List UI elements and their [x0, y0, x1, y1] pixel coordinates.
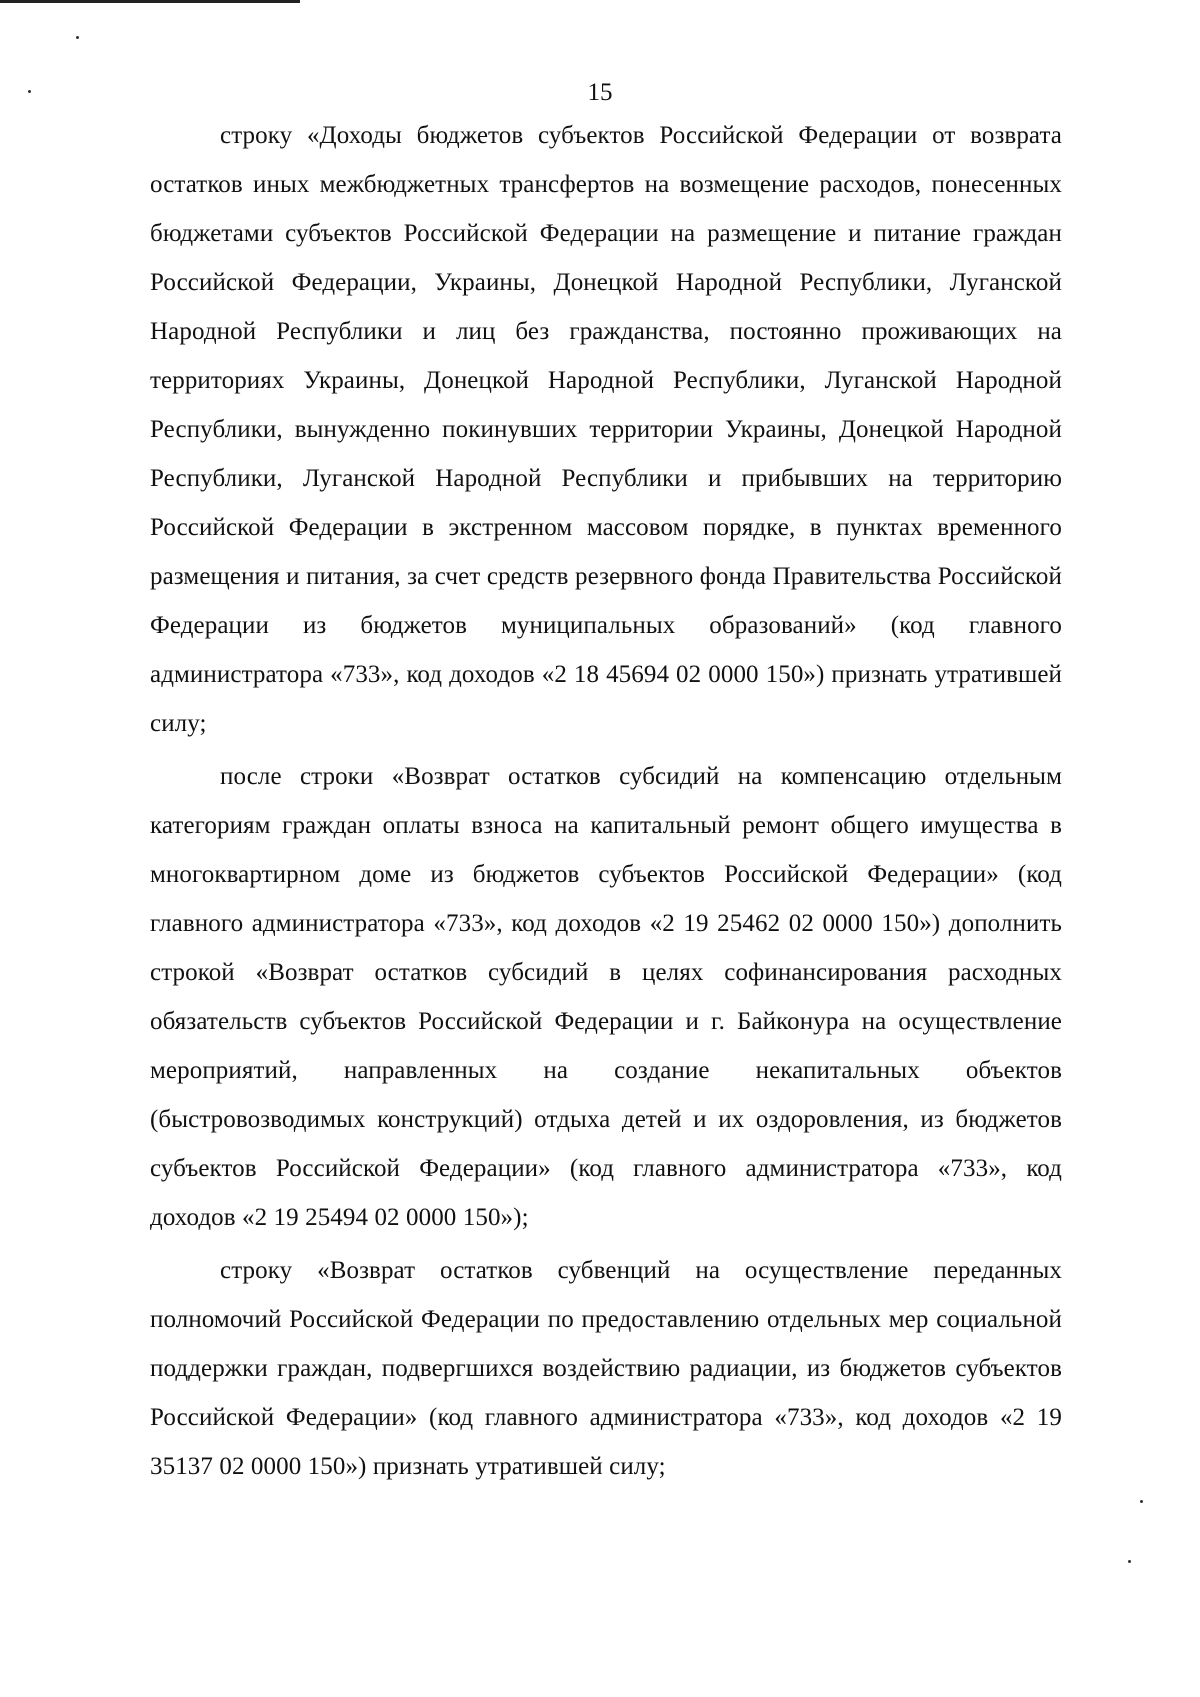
scan-edge-artifact [0, 0, 300, 3]
paragraph-subvention-return-line: строку «Возврат остатков субвенций на осуществление переданных полномочий Российской Федерации по предоставлению отдельных мер социальной поддержки граждан, подвергшихся воздействию радиации, из бюджетов субъектов Российской Федерации» (код главного администратора «733», код доходов «2 19 35137 02 0000 150») признать утратившей силу; [150, 1257, 1062, 1480]
paragraph-revenue-line: строку «Доходы бюджетов субъектов Российской Федерации от возврата остатков иных межбюджетных трансфертов на возмещение расходов, понесенных бюджетами субъектов Российской Федерации на размещение и питание граждан Российской Федерации, Украины, Донецкой Народной Республики, Луганской Народной Республики и лиц без гражданства, постоянно проживающих на территориях Украины, Донецкой Народной Республики, Луганской Народной Республики, вынужденно покинувших территории Украины, Донецкой Народной Республики, Луганской Народной Республики и прибывших на территорию Российской Федерации в экстренном массовом порядке, в пунктах временного размещения и питания, за счет средств резервного фонда Правительства Российской Федерации из бюджетов муниципальных образований» (код главного администратора «733», код доходов «2 18 45694 02 0000 150») признать утратившей силу; [150, 122, 1062, 737]
scan-speck [1140, 1500, 1143, 1503]
scan-speck [1128, 1560, 1131, 1563]
scan-speck [76, 36, 79, 39]
page-number: 15 [587, 79, 613, 106]
document-body [150, 111, 1062, 1491]
paragraph-subsidy-return-line: после строки «Возврат остатков субсидий на компенсацию отдельным категориям граждан оплаты взноса на капитальный ремонт общего имущества в многоквартирном доме из бюджетов субъектов Российской Федерации» (код главного администратора «733», код доходов «2 19 25462 02 0000 150») дополнить строкой «Возврат остатков субсидий в целях софинансирования расходных обязательств субъектов Российской Федерации и г. Байконура на осуществление мероприятий, направленных на создание некапитальных объектов (быстровозводимых конструкций) отдыха детей и их оздоровления, из бюджетов субъектов Российской Федерации» (код главного администратора «733», код доходов «2 19 25494 02 0000 150»); [150, 763, 1062, 1231]
